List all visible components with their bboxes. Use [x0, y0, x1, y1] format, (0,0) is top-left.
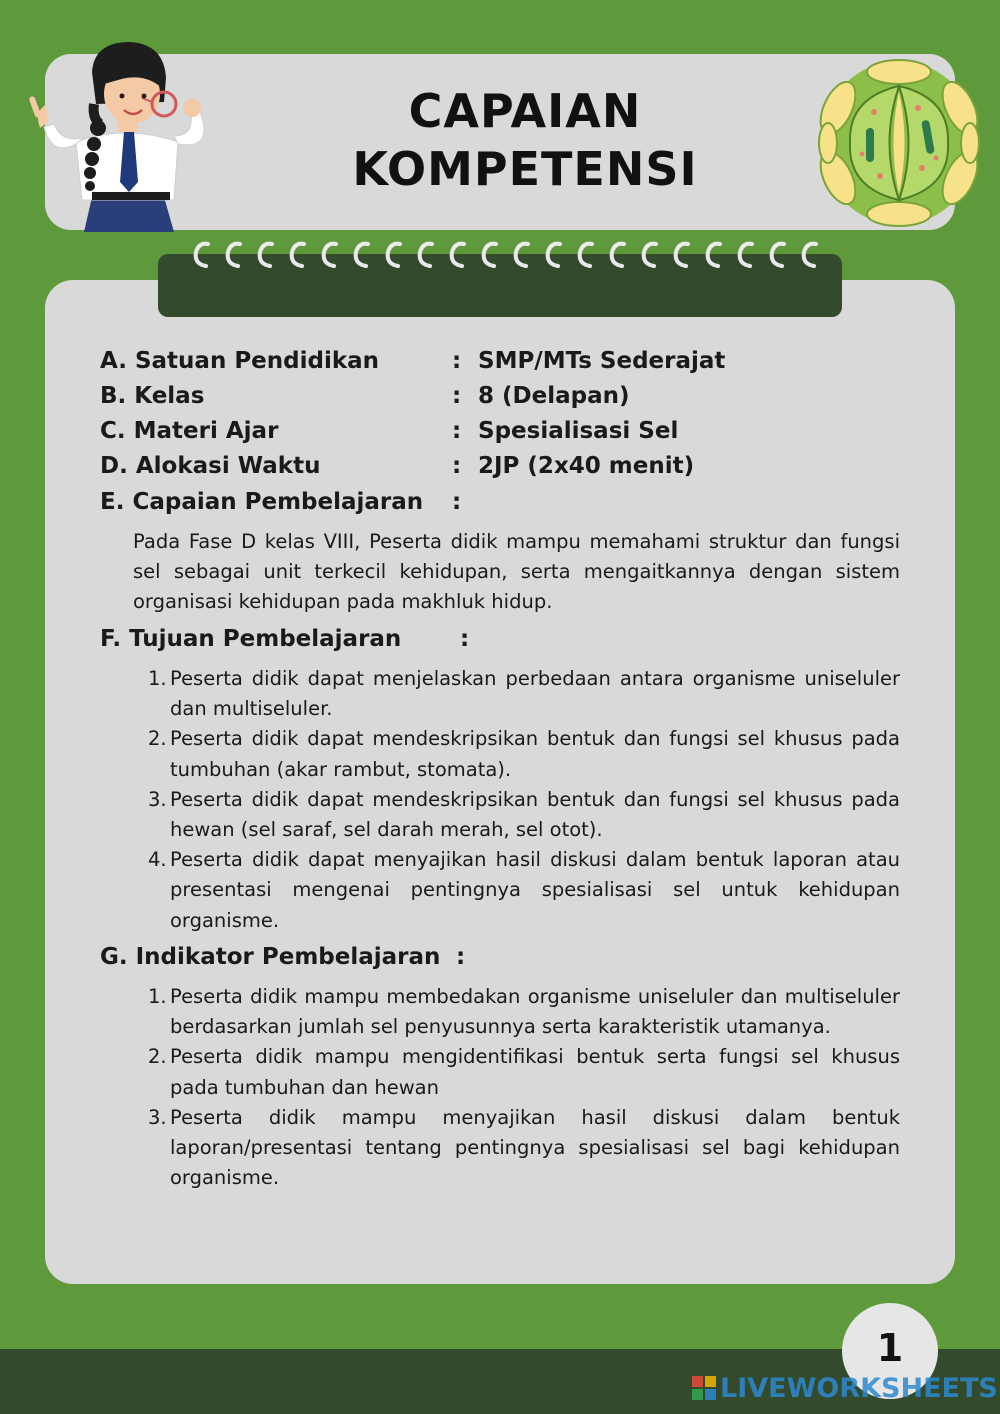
- list-text: Peserta didik dapat mendeskripsikan bentuk dan fungsi sel khusus pada tumbuhan (akar rambut, stomata).: [170, 727, 900, 781]
- section-f-heading: [100, 622, 470, 656]
- section-e-heading: [100, 485, 462, 519]
- info-colon: :: [452, 348, 462, 374]
- info-label: C. Materi Ajar: [100, 418, 279, 444]
- list-item: [100, 1103, 900, 1194]
- list-number: 3.: [148, 787, 167, 811]
- page-number: 1: [876, 1326, 904, 1370]
- info-value: 8 (Delapan): [478, 383, 630, 409]
- section-f-colon: :: [460, 626, 470, 652]
- list-number: 3.: [148, 1105, 167, 1129]
- title-line-1: CAPAIAN: [408, 84, 642, 138]
- list-text: Peserta didik dapat menjelaskan perbedaan antara organisme uniseluler dan multiseluler.: [170, 667, 900, 721]
- list-item: [100, 845, 900, 936]
- list-text: Peserta didik mampu membedakan organisme uniseluler dan multiseluler berdasarkan jumlah sel penyusunnya serta karakteristik utamanya.: [170, 985, 900, 1039]
- page-title: [280, 82, 770, 198]
- list-text: Peserta didik dapat mendeskripsikan bentuk dan fungsi sel khusus pada hewan (sel saraf, sel darah merah, sel otot).: [170, 787, 900, 842]
- info-label: D. Alokasi Waktu: [100, 453, 321, 479]
- info-colon: :: [452, 418, 462, 444]
- list-number: 4.: [148, 848, 167, 872]
- list-item: [100, 1042, 900, 1102]
- list-item: [100, 724, 900, 784]
- indikator-list: [100, 982, 900, 1193]
- stomata-cell-illustration: [818, 58, 980, 228]
- tujuan-list: [100, 664, 900, 936]
- binder-rings: [186, 236, 826, 276]
- section-g-title: G. Indikator Pembelajaran: [100, 944, 441, 970]
- list-number: 2.: [148, 1045, 167, 1069]
- liveworksheets-logo-icon: [692, 1376, 716, 1400]
- section-e-text: Pada Fase D kelas VIII, Peserta didik mampu memahami struktur dan fungsi sel sebagai unit terkecil kehidupan, serta mengaitkannya dengan sistem organisasi kehidupan pada makhluk hidup.: [133, 530, 900, 614]
- list-item: [100, 982, 900, 1042]
- section-e-title: E. Capaian Pembelajaran: [100, 489, 424, 515]
- student-illustration: [14, 32, 244, 232]
- section-e-colon: :: [452, 489, 462, 515]
- info-colon: :: [452, 453, 462, 479]
- title-line-2: KOMPETENSI: [352, 142, 698, 196]
- list-text: Peserta didik mampu mengidentifikasi bentuk serta fungsi sel khusus pada tumbuhan dan hewan: [170, 1045, 900, 1099]
- list-item: [100, 785, 900, 845]
- info-value: 2JP (2x40 menit): [478, 453, 695, 479]
- section-g-colon: :: [456, 944, 466, 970]
- info-value: SMP/MTs Sederajat: [478, 348, 726, 374]
- info-colon: :: [452, 383, 462, 409]
- watermark-text: LIVEWORKSHEETS: [720, 1373, 998, 1404]
- list-number: 1.: [148, 667, 167, 690]
- info-value: Spesialisasi Sel: [478, 418, 679, 444]
- info-label: B. Kelas: [100, 383, 205, 409]
- section-f-title: F. Tujuan Pembelajaran: [100, 626, 402, 652]
- list-item: [100, 664, 900, 724]
- list-number: 2.: [148, 727, 167, 751]
- liveworksheets-watermark[interactable]: [692, 1372, 998, 1406]
- info-label: A. Satuan Pendidikan: [100, 348, 380, 374]
- list-number: 1.: [148, 985, 167, 1008]
- list-text: Peserta didik mampu menyajikan hasil diskusi dalam bentuk laporan/presentasi tentang pentingnya spesialisasi sel bagi kehidupan organisme.: [170, 1105, 900, 1190]
- list-text: Peserta didik dapat menyajikan hasil diskusi dalam bentuk laporan atau presentasi mengenai pentingnya spesialisasi sel untuk kehidupan organisme.: [170, 848, 900, 932]
- section-g-heading: [100, 940, 466, 974]
